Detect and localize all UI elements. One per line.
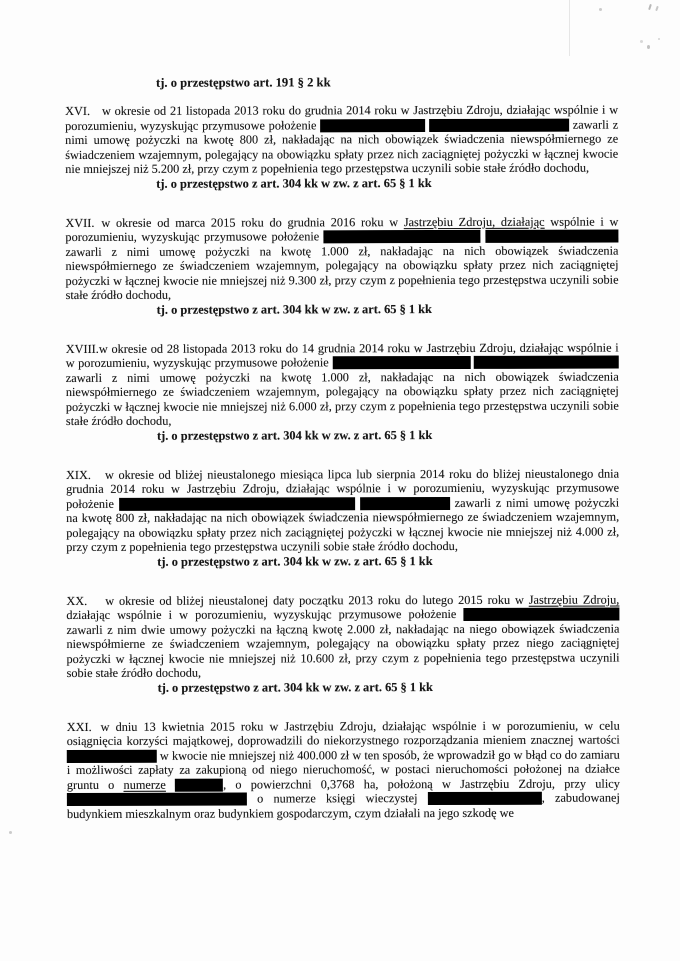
redaction-bar: [320, 119, 425, 132]
redaction-bar: [429, 118, 569, 131]
redaction-bar: [428, 792, 542, 805]
number-gap: [94, 225, 101, 226]
offense-citation: tj. o przestępstwo z art. 304 kk w zw. z art. 65 § 1 kk: [157, 680, 433, 695]
paragraph-text: , o powierzchni 0,3768 ha, położoną w Jastrzębiu Zdroju, przy ulicy: [223, 776, 620, 792]
number-gap: [90, 114, 102, 115]
redaction-bar: [324, 230, 481, 243]
offense-citation: tj. o przestępstwo z art. 304 kk w zw. z art. 65 § 1 kk: [156, 176, 432, 191]
offense-paragraph: [65, 103, 618, 192]
scan-speck: [9, 831, 12, 834]
scan-speck: [655, 6, 659, 11]
redaction-bar: [360, 496, 450, 509]
redaction-bar: [67, 793, 247, 806]
redaction-bar: [119, 497, 355, 511]
paragraph-body: [67, 718, 620, 821]
paragraph-text: o numerze księgi wieczystej: [246, 791, 428, 806]
paragraph-number: XVI.: [65, 103, 91, 118]
offense-heading-191: tj. o przestępstwo art. 191 § 2 kk: [155, 75, 331, 90]
offense-paragraph: [65, 214, 618, 317]
paragraph-body: [66, 340, 619, 428]
number-gap: [92, 729, 101, 730]
redaction-bar: [67, 749, 157, 762]
offense-paragraph: [66, 466, 619, 569]
offense-paragraph: [66, 592, 619, 695]
paragraph-text: działając wspólnie i w porozumieniu, wyzyskując przymusowe położenie: [66, 606, 464, 622]
offense-paragraph: [67, 718, 620, 821]
paragraph-body: [66, 592, 619, 680]
paragraph-text: zawarli z nimi umowę pożyczki na kwotę 1.000 zł, nakładając na nich obowiązek świadczenia niewspółmiernego ze świadczeniem wzajemnym, polegający na obowiązku spłaty przez nich zaciągniętej pożyczki w łącznej kwocie nie mniejszej niż 9.300 zł, przy czym z popełnienia tego przestępstwa uczynili sobie stałe źródło dochodu,: [65, 243, 619, 302]
number-gap: [87, 603, 105, 604]
paragraph-text: numerze: [123, 777, 166, 792]
redaction-bar: [463, 608, 619, 621]
paragraph-number: XX.: [66, 593, 88, 608]
offense-citation: tj. o przestępstwo z art. 304 kk w zw. z art. 65 § 1 kk: [157, 554, 433, 569]
paragraph-body: [66, 466, 619, 554]
offense-paragraph: [66, 340, 619, 443]
redaction-bar: [474, 356, 619, 369]
paragraph-number: XVIII.: [65, 341, 99, 356]
scan-speck: [599, 8, 602, 11]
paragraph-text: Jastrzębiu Zdroju, działając: [403, 214, 545, 229]
paragraph-text: w okresie od marca 2015 roku do grudnia 2016 roku w: [101, 214, 404, 230]
paragraph-list: [65, 103, 620, 821]
paragraph-number: XVII.: [65, 215, 95, 230]
scan-edge-line: [569, 0, 570, 56]
paragraph-text: w dniu 13 kwietnia 2015 roku w Jastrzębiu Zdroju, działając wspólnie i w porozumieniu, w celu osiągnięcia korzyści majątkowej, doprowadzili do niekorzystnego rozporządzania mieniem znacznej wartości: [66, 718, 620, 748]
paragraph-text: w okresie od bliżej nieustalonej daty początku 2013 roku do lutego 2015 roku w: [105, 592, 529, 608]
redaction-bar: [332, 356, 470, 369]
offense-citation: tj. o przestępstwo z art. 304 kk w zw. z art. 65 § 1 kk: [156, 302, 432, 317]
paragraph-number: XXI.: [66, 719, 92, 734]
paragraph-text: [166, 777, 175, 791]
number-gap: [91, 477, 105, 478]
paragraph-text: zawarli z nimi umowę pożyczki na kwotę 1.000 zł, nakładając na nich obowiązek świadczenia niewspółmiernego ze świadczeniem wzajemnym, polegający na obowiązku spłaty przez nich zaciągniętej pożyczki w łącznej kwocie nie mniejszej niż 6.000 zł, przy czym z popełnienia tego przestępstwa uczynili sobie stałe źródło dochodu,: [65, 369, 619, 428]
scan-speck: [647, 45, 650, 49]
scan-smudge: [640, 40, 643, 43]
redaction-bar: [485, 230, 618, 243]
paragraph-text: Jastrzębiu Zdroju,: [528, 592, 620, 607]
paragraph-text: zawarli z nimi umowę pożyczki na kwotę 800 zł, nakładając na nich obowiązek świadczenia niewspółmiernego ze świadczeniem wzajemnym, polegający na obowiązku spłaty przez nich zaciągniętej pożyczki w łącznej kwocie nie mniejszej niż 4.000 zł, przy czym z popełnienia tego przestępstwa uczynili sobie stałe źródło dochodu,: [66, 495, 620, 554]
scan-speck: [648, 4, 652, 10]
paragraph-text: zawarli z nim dwie umowy pożyczki na łączną kwotę 2.000 zł, nakładając na niego obowiązek świadczenia niewspółmierne ze świadczeniem wzajemnym, polegający na obowiązku spłaty przez niego zaciągniętej pożyczki w łącznej kwocie nie mniejszej niż 10.600 zł, przy czym z popełnienia tego przestępstwa uczynili sobie stałe źródło dochodu,: [66, 621, 620, 680]
paragraph-text: w okresie od 28 listopada 2013 roku do 14 grudnia 2014 roku w Jastrzębiu Zdroju, działając wspólnie i w porozumieniu, wyzyskując przymusowe położenie: [65, 340, 619, 370]
paragraph-number: XIX.: [66, 467, 91, 482]
paragraph-text: wspólnie i w porozumieniu, wyzyskując przymusowe położenie: [65, 214, 619, 244]
paragraph-body: [65, 214, 618, 302]
document-text-block: [65, 75, 620, 821]
paragraph-text: zawarli z nimi umowę pożyczki na kwotę 800 zł, nakładając na nich obowiązek świadczenia niewspółmiernego ze świadczeniem wzajemnym, polegający na obowiązku spłaty przez nich zaciągniętej pożyczki w łącznej kwocie nie mniejszej niż 5.200 zł, przy czym z popełnienia tego przestępstwa uczynili sobie stałe źródło dochodu,: [65, 117, 619, 176]
paragraph-text: , zabudowanej budynkiem mieszkalnym oraz budynkiem gospodarczym, czym działali na jego szkodę we: [66, 790, 620, 821]
offense-citation: tj. o przestępstwo z art. 304 kk w zw. z art. 65 § 1 kk: [156, 428, 433, 443]
paragraph-body: [65, 103, 618, 177]
scan-smudge: [658, 38, 660, 40]
paragraph-text: w okresie od bliżej nieustalonego miesiąca lipca lub sierpnia 2014 roku do bliżej nieustalonego dnia grudnia 2014 roku w Jastrzębiu Zdroju, działając wspólnie i w porozumieniu, wyzyskując przymusowe położenie: [66, 466, 620, 511]
redaction-bar: [175, 778, 223, 791]
paragraph-text: w okresie od 21 listopada 2013 roku do grudnia 2014 roku w Jastrzębiu Zdroju, działając wspólnie i w porozumieniu, wyzyskując przymusowe położenie: [65, 102, 619, 133]
paragraph-text: w kwocie nie mniejszej niż 400.000 zł w ten sposób, że wprowadził go w błąd co do zamiaru i możliwości zapłaty za zakupioną od niego nieruchomość, w postaci nieruchomości położonej na działce gruntu o: [66, 747, 620, 792]
